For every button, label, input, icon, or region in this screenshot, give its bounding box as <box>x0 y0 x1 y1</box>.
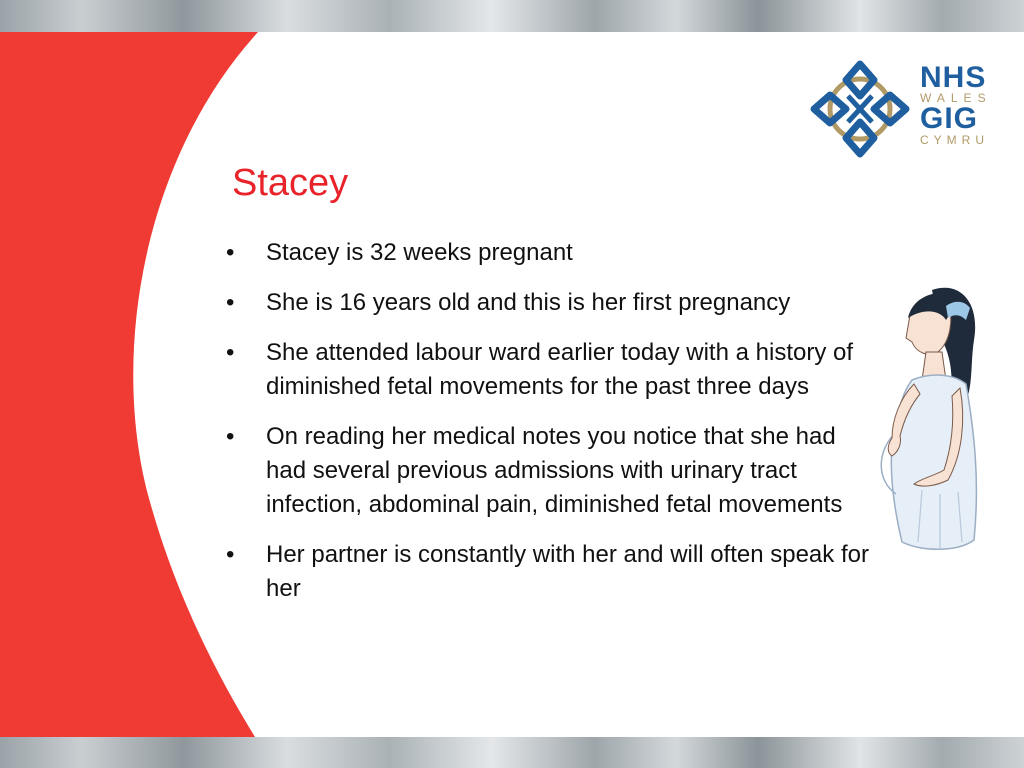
nhs-wales-logo <box>808 58 994 160</box>
bullet-list <box>220 236 870 622</box>
bullet-item <box>220 336 870 404</box>
slide-title: Stacey <box>232 162 349 204</box>
bullet-dot: • <box>226 423 235 450</box>
logo-nhs-text: NHS <box>920 61 987 94</box>
logo-gig-text: GIG <box>920 102 979 135</box>
bullet-dot: • <box>226 239 235 266</box>
logo-wordmark <box>920 61 994 147</box>
bullet-text: She is 16 years old and this is her first pregnancy <box>266 289 791 316</box>
bullet-item <box>220 538 870 606</box>
top-decorative-bar <box>0 0 1024 32</box>
bullet-text: Stacey is 32 weeks pregnant <box>266 239 573 266</box>
celtic-knot-icon <box>808 58 912 160</box>
bullet-dot: • <box>226 541 235 568</box>
bullet-text: Her partner is constantly with her and will often speak for her <box>266 541 869 602</box>
bullet-text: On reading her medical notes you notice that she had had several previous admissions with urinary tract infection, abdominal pain, diminished fetal movements <box>266 423 843 518</box>
pregnant-woman-illustration <box>862 280 992 580</box>
logo-cymru-text: CYMRU <box>920 133 989 147</box>
bullet-item <box>220 286 870 320</box>
bottom-decorative-bar <box>0 737 1024 768</box>
bullet-text: She attended labour ward earlier today with a history of diminished fetal movements for the past three days <box>266 339 854 400</box>
bullet-dot: • <box>226 289 235 316</box>
bullet-dot: • <box>226 339 235 366</box>
logo-wales-text: WALES <box>920 91 992 105</box>
bullet-item <box>220 420 870 522</box>
bullet-item <box>220 236 870 270</box>
